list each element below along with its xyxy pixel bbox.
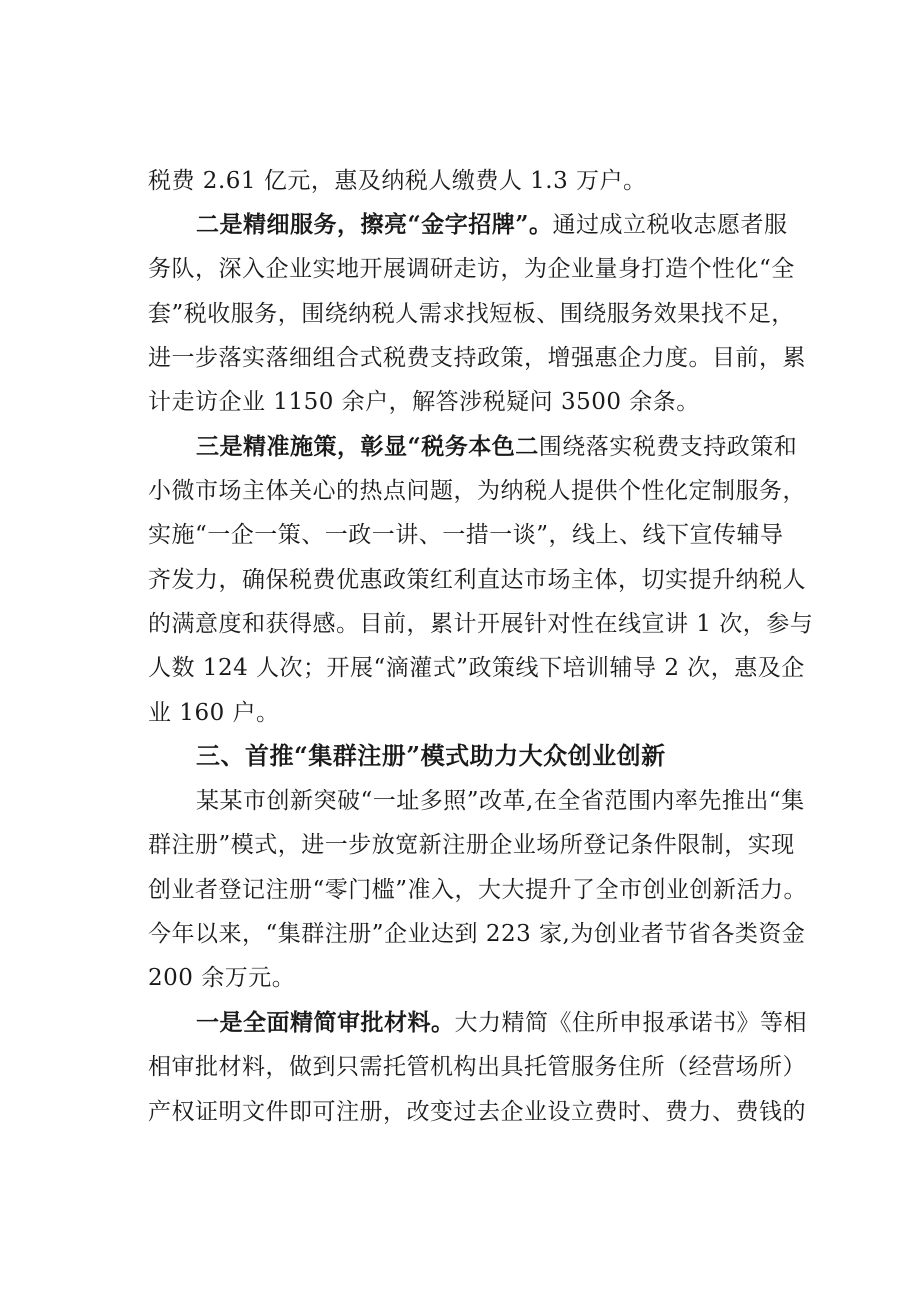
text-line: 进一步落实落细组合式税费支持政策，增强惠企力度。目前，累: [148, 345, 806, 371]
text-line: 200 余万元。: [148, 965, 296, 991]
text-line: 税费 2.61 亿元，惠及纳税人缴费人 1.3 万户。: [148, 168, 647, 194]
text-line: 人数 124 人次；开展“滴灌式”政策线下培训辅导 2 次，惠及企: [148, 655, 805, 681]
text-line: 实施“一企一策、一政一讲、一措一谈”，线上、线下宣传辅导: [148, 522, 784, 548]
section-heading: 三、首推“集群注册”模式助力大众创业创新: [196, 741, 666, 770]
text-line: 某某市创新突破“一址多照”改革,在全省范围内率先推出“集: [196, 788, 805, 814]
text-line: 套”税收服务，围绕纳税人需求找短板、围绕服务效果找不足，: [148, 301, 795, 327]
paragraph-3-first-line: [196, 432, 797, 462]
text-line: 务队，深入企业实地开展调研走访，为企业量身打造个性化“全: [148, 256, 795, 282]
text-line: 群注册”模式，进一步放宽新注册企业场所登记条件限制，实现: [148, 832, 795, 858]
paragraph-5-lead: 一是全面精简审批材料。: [196, 1009, 455, 1036]
text-line: 创业者登记注册“零门槛”准入，大大提升了全市创业创新活力。: [148, 877, 808, 903]
text-line: 业 160 户。: [148, 700, 280, 726]
text-line: 今年以来，“集群注册”企业达到 223 家,为创业者节省各类资金: [148, 921, 806, 947]
paragraph-3-lead: 三是精准施策，彰显“税务本色二: [196, 433, 539, 460]
text-line: 的满意度和获得感。目前，累计开展针对性在线宣讲 1 次，参与: [148, 611, 814, 637]
paragraph-2-lead: 二是精细服务，擦亮“金字招牌”。: [196, 211, 553, 238]
paragraph-2-text: 通过成立税收志愿者服: [552, 212, 788, 238]
text-line: 计走访企业 1150 余户，解答涉税疑问 3500 余条。: [148, 389, 700, 415]
text-line: 产权证明文件即可注册，改变过去企业设立费时、费力、费钱的: [148, 1099, 806, 1125]
paragraph-5-text: 大力精简《住所申报承诺书》等相: [454, 1010, 807, 1036]
paragraph-3-text: 围绕落实税费支持政策和: [538, 434, 798, 460]
paragraph-5-first-line: [196, 1008, 807, 1038]
text-line: 小微市场主体关心的热点问题，为纳税人提供个性化定制服务，: [148, 478, 806, 504]
paragraph-2-first-line: [196, 210, 787, 240]
text-line: 相审批材料，做到只需托管机构出具托管服务住所（经营场所）: [148, 1054, 806, 1080]
text-line: 齐发力，确保税费优惠政策红利直达市场主体，切实提升纳税人: [148, 567, 806, 593]
